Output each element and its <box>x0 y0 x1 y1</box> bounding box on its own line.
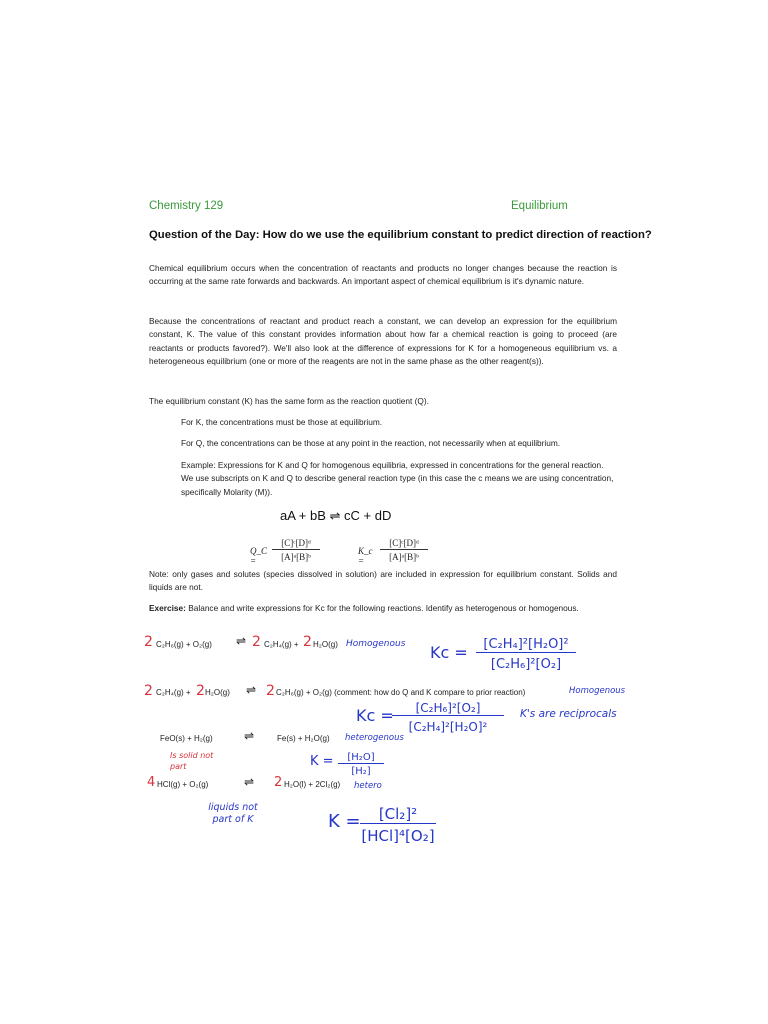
handwritten-k-3-lhs: K = <box>310 754 334 769</box>
qc-denominator: [A]ᵃ[B]ᵇ <box>281 552 311 562</box>
reaction-1-coefficient-d: 2 <box>303 634 312 650</box>
reaction-4-products: H₂O(l) + 2Cl₂(g) <box>284 780 341 789</box>
topic-title: Equilibrium <box>511 200 568 212</box>
example-paragraph: Example: Expressions for K and Q for homogenous equilibria, expressed in concentrations for the general reaction. We use subscripts on K and Q to describe general reaction type (in this case the c means we are using concentration, specifically Molarity (M)). <box>181 460 614 497</box>
paragraph-equilibrium-intro: Chemical equilibrium occurs when the concentration of reactants and products no longer changes because the reaction is occurring at the same rate forwards and backwards. An important aspect of chemical equilibrium is it's dynamic nature. <box>149 263 617 287</box>
q-concentration-note: For Q, the concentrations can be those at any point in the reaction, not necessarily when at equilibrium. <box>181 438 561 448</box>
reaction-4-arrow: ⇌ <box>244 775 255 789</box>
reaction-4-coefficient-c: 2 <box>274 775 283 790</box>
handwritten-k-2-numerator: [C₂H₆]²[O₂] <box>392 701 504 716</box>
handwritten-k-1 <box>430 637 580 683</box>
reaction-2-products-comment: C₂H₆(g) + O₂(g) (comment: how do Q and K compare to prior reaction) <box>276 688 526 697</box>
reaction-3-reactants: FeO(s) + H₂(g) <box>160 734 213 743</box>
handwritten-k-4 <box>328 805 448 851</box>
note-gases-solutes: Note: only gases and solutes (species dissolved in solution) are included in expression for equilibrium constant. Solids and liquids are not. <box>149 569 617 593</box>
handwritten-k-2-lhs: Kc = <box>356 706 394 725</box>
reaction-1-coefficient-c: 2 <box>252 634 261 650</box>
question-of-the-day: Question of the Day: How do we use the equilibrium constant to predict direction of reaction? <box>149 229 652 241</box>
reaction-2-reactant-1: C₂H₄(g) + <box>156 688 191 697</box>
paragraph-k-vs-q: The equilibrium constant (K) has the same form as the reaction quotient (Q). <box>149 396 429 406</box>
reaction-3-solid-note: Is solid not part <box>170 751 214 771</box>
handwritten-k-1-lhs: Kc = <box>430 643 468 662</box>
general-reaction: aA + bB ⇌ cC + dD <box>280 508 392 523</box>
exercise-label: Exercise: <box>149 603 186 613</box>
kc-lhs: K_c = <box>358 546 373 566</box>
kc-denominator: [A]ᵃ[B]ᵇ <box>389 552 419 562</box>
handwritten-k-4-lhs: K = <box>328 811 361 832</box>
reaction-4-coefficient-a: 4 <box>147 775 156 790</box>
handwritten-k-3-denominator: [H₂] <box>351 766 371 777</box>
kc-numerator: [C]ᶜ[D]ᵈ <box>380 538 428 550</box>
reaction-1-arrow: ⇌ <box>236 634 247 648</box>
reaction-2-type-tag: Homogenous <box>569 686 626 696</box>
handwritten-k-2-denominator: [C₂H₄]²[H₂O]² <box>408 720 488 734</box>
reaction-4-reactants: HCl(g) + O₂(g) <box>157 780 209 789</box>
handwritten-k-1-numerator: [C₂H₄]²[H₂O]² <box>476 637 576 653</box>
k-concentration-note: For K, the concentrations must be those at equilibrium. <box>181 417 383 427</box>
reaction-2-coefficient-c: 2 <box>266 683 275 699</box>
paragraph-equilibrium-constant: Because the concentrations of reactant and product reach a constant, we can develop an expression for the equilibrium constant, K. The value of this constant provides information about how far a chemical reaction is going to proceed (are reactants or products favored?). We'll also look at the difference of expressions for K for a homogeneous equilibrium vs. a heterogeneous equilibrium (one or more of the reagents are not in the same phase as the other reagent(s)). <box>149 316 617 367</box>
handwritten-k-4-denominator: [HCl]⁴[O₂] <box>361 827 435 845</box>
handwritten-k-3-numerator: [H₂O] <box>338 752 384 764</box>
exercise-text: Balance and write expressions for Kc for the following reactions. Identify as heterogenous or homogenous. <box>185 603 579 613</box>
reaction-2-arrow: ⇌ <box>246 683 257 697</box>
qc-numerator: [C]ᶜ[D]ᵈ <box>272 538 320 550</box>
reaction-4-type-tag: hetero <box>354 781 382 791</box>
reaction-3-products: Fe(s) + H₂O(g) <box>277 734 330 743</box>
reaction-1-type-tag: Homogenous <box>346 639 406 649</box>
reaction-3-arrow: ⇌ <box>244 729 255 743</box>
handwritten-k-4-numerator: [Cl₂]² <box>360 805 436 824</box>
reaction-1-product-2: H₂O(g) <box>313 640 338 649</box>
reaction-1-product-1: C₂H₄(g) + <box>264 640 299 649</box>
course-title: Chemistry 129 <box>149 200 224 212</box>
reaction-2-coefficient-b: 2 <box>196 683 205 699</box>
reaction-3-type-tag: heterogenous <box>345 733 404 743</box>
reaction-1-reactants: C₂H₆(g) + O₂(g) <box>156 640 212 649</box>
reaction-4-liquid-note: liquids not part of K <box>208 802 258 825</box>
reaction-2-reactant-2: H₂O(g) <box>205 688 230 697</box>
handwritten-k-1-denominator: [C₂H₆]²[O₂] <box>490 657 562 672</box>
reaction-2-coefficient-a: 2 <box>144 683 153 699</box>
exercise-paragraph <box>149 602 617 615</box>
reaction-1-coefficient-a: 2 <box>144 634 153 650</box>
reciprocal-note: K's are reciprocals <box>520 708 617 720</box>
qc-lhs: Q_C = <box>250 546 268 566</box>
